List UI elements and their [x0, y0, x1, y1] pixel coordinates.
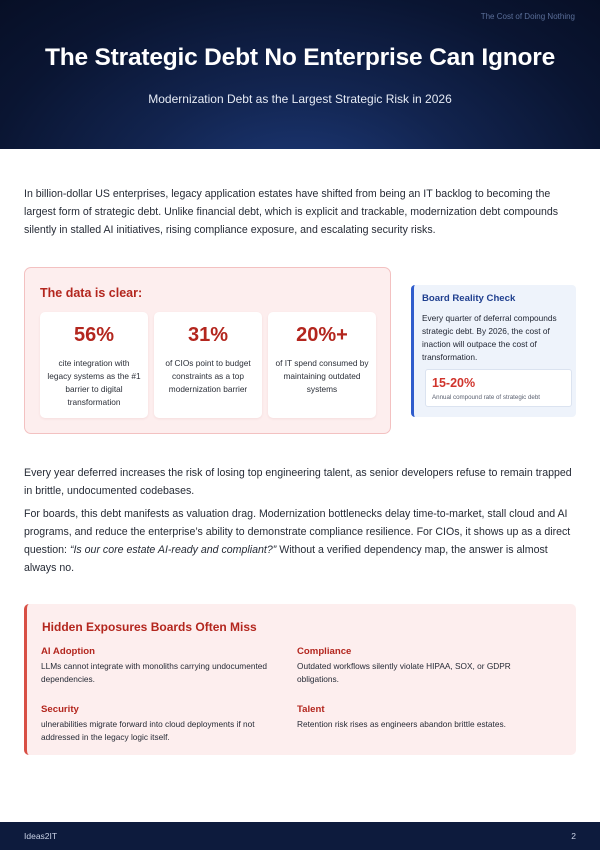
stat-description: of CIOs point to budget constraints as a top modernization barrier [165, 358, 251, 394]
page-number: 2 [571, 831, 576, 841]
exposure-title: Security [41, 704, 79, 715]
boards-paragraph-ending: Without a verified dependency map, the answer is almost always no. [24, 544, 548, 574]
stat-value: 56% [73, 324, 115, 346]
exposure-description: Outdated workflows silently violate HIPAA, SOX, or GDPR obligations. [297, 661, 511, 684]
exposure-description: ulnerabilities migrate forward into cloud deployments if not addressed in the legacy logic itself. [41, 719, 255, 742]
exposure-description: LLMs cannot integrate with monoliths carrying undocumented dependencies. [41, 661, 267, 684]
exposure-item [297, 704, 537, 731]
board-reality-check [411, 285, 576, 417]
exposure-item [41, 646, 281, 686]
board-check-value: 15-20% [432, 376, 476, 390]
footer-brand: Ideas2IT [24, 831, 58, 841]
board-check-title: Board Reality Check [422, 293, 516, 304]
exposure-item [41, 704, 281, 744]
stat-card [40, 312, 148, 418]
stat-card [154, 312, 262, 418]
exposure-title: Talent [297, 704, 325, 715]
hidden-exposures [24, 604, 576, 755]
cio-question: “Is our core estate AI-ready and compliant?” [69, 544, 277, 556]
stat-description: cite integration with legacy systems as the #1 barrier to digital transformation [47, 358, 141, 407]
stat-card [268, 312, 376, 418]
exposure-description: Retention risk rises as engineers abandon brittle estates. [297, 719, 506, 729]
exposure-title: Compliance [297, 646, 352, 657]
header-banner [0, 0, 600, 149]
board-check-caption: Annual compound rate of strategic debt [432, 394, 541, 401]
stat-value: 20%+ [296, 324, 348, 346]
talent-paragraph: Every year deferred increases the risk of losing top engineering talent, as senior developers refuse to remain trapped in brittle, undocumented codebases. [24, 467, 572, 497]
boards-paragraph-text: For boards, this debt manifests as valuation drag. Modernization bottlenecks delay time-to-market, stall cloud and AI programs, and reduce the enterprise’s ability to demonstrate compliance resilience. For CIOs, it shows up as a direct question: [24, 508, 571, 556]
data-callout [24, 267, 391, 434]
boards-paragraph [24, 505, 576, 577]
page-footer [0, 822, 600, 850]
intro-paragraph: In billion-dollar US enterprises, legacy application estates have shifted from being an IT backlog to becoming the largest form of strategic debt. Unlike financial debt, which is explicit and trackable, modernization debt compounds silently in stalled AI initiatives, rising compliance exposure, and escalating security risks. [24, 188, 559, 236]
hidden-exposures-title: Hidden Exposures Boards Often Miss [42, 620, 257, 634]
page-subtitle: Modernization Debt as the Largest Strategic Risk in 2026 [148, 92, 452, 106]
board-check-text: Every quarter of deferral compounds strategic debt. By 2026, the cost of inaction will outpace the cost of transformation. [422, 313, 557, 362]
stat-description: of IT spend consumed by maintaining outdated systems [275, 358, 369, 394]
exposure-title: AI Adoption [41, 646, 95, 657]
exposure-item [297, 646, 537, 686]
board-check-metric [425, 369, 572, 407]
data-callout-title: The data is clear: [40, 286, 143, 300]
page-title: The Strategic Debt No Enterprise Can Ignore [44, 44, 556, 71]
header-tag: The Cost of Doing Nothing [480, 12, 575, 21]
stat-value: 31% [187, 324, 229, 346]
